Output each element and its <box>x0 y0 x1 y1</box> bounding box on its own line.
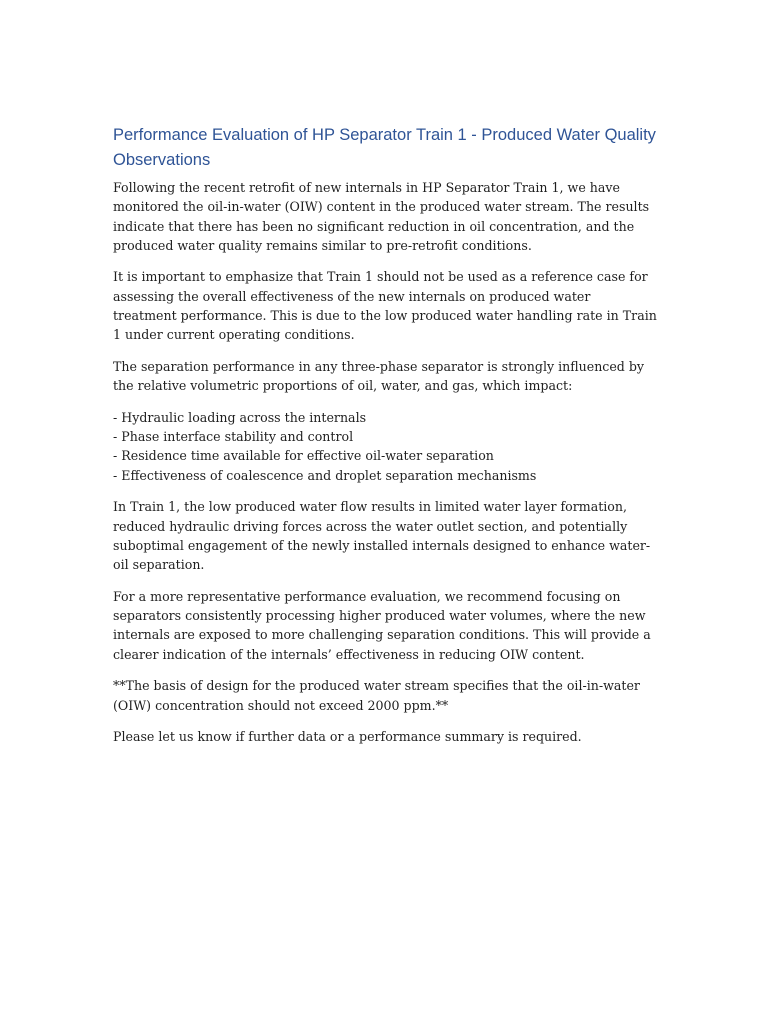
paragraph-separation-performance: The separation performance in any three-phase separator is strongly influenced by the relative volumetric proportions of oil, water, and gas, which impact: <box>113 358 645 394</box>
document-page <box>113 123 658 759</box>
document-title: Performance Evaluation of HP Separator Train 1 - Produced Water Quality Observations <box>113 126 656 169</box>
paragraph-closing: Please let us know if further data or a performance summary is required. <box>113 729 582 745</box>
paragraph-retrofit-results: Following the recent retrofit of new internals in HP Separator Train 1, we have monitored the oil-in-water (OIW) content in the produced water stream. The results indicate that there has been no significant reduction in oil concentration, and the produced water quality remains similar to pre-retrofit conditions. <box>113 180 650 253</box>
paragraph-low-flow: In Train 1, the low produced water flow results in limited water layer formation, reduced hydraulic driving forces across the water outlet section, and potentially suboptimal engagement of the newly installed internals designed to enhance water-oil separation. <box>113 499 651 573</box>
paragraph-reference-case: It is important to emphasize that Train 1 should not be used as a reference case for assessing the overall effectiveness of the new internals on produced water treatment performance. This is due to the low produced water handling rate in Train 1 under current operating conditions. <box>113 269 657 343</box>
list-item: - Effectiveness of coalescence and droplet separation mechanisms <box>113 467 537 483</box>
impact-list <box>113 408 658 485</box>
list-item: - Residence time available for effective oil-water separation <box>113 448 494 464</box>
list-item: - Hydraulic loading across the internals <box>113 409 367 425</box>
paragraph-recommendation: For a more representative performance evaluation, we recommend focusing on separators consistently processing higher produced water volumes, where the new internals are exposed to more challenging separation conditions. This will provide a clearer indication of the internals’ effectiveness in reducing OIW content. <box>113 588 651 662</box>
paragraph-basis-of-design: **The basis of design for the produced water stream specifies that the oil-in-water (OIW) concentration should not exceed 2000 ppm.** <box>113 678 640 713</box>
list-item: - Phase interface stability and control <box>113 429 354 445</box>
